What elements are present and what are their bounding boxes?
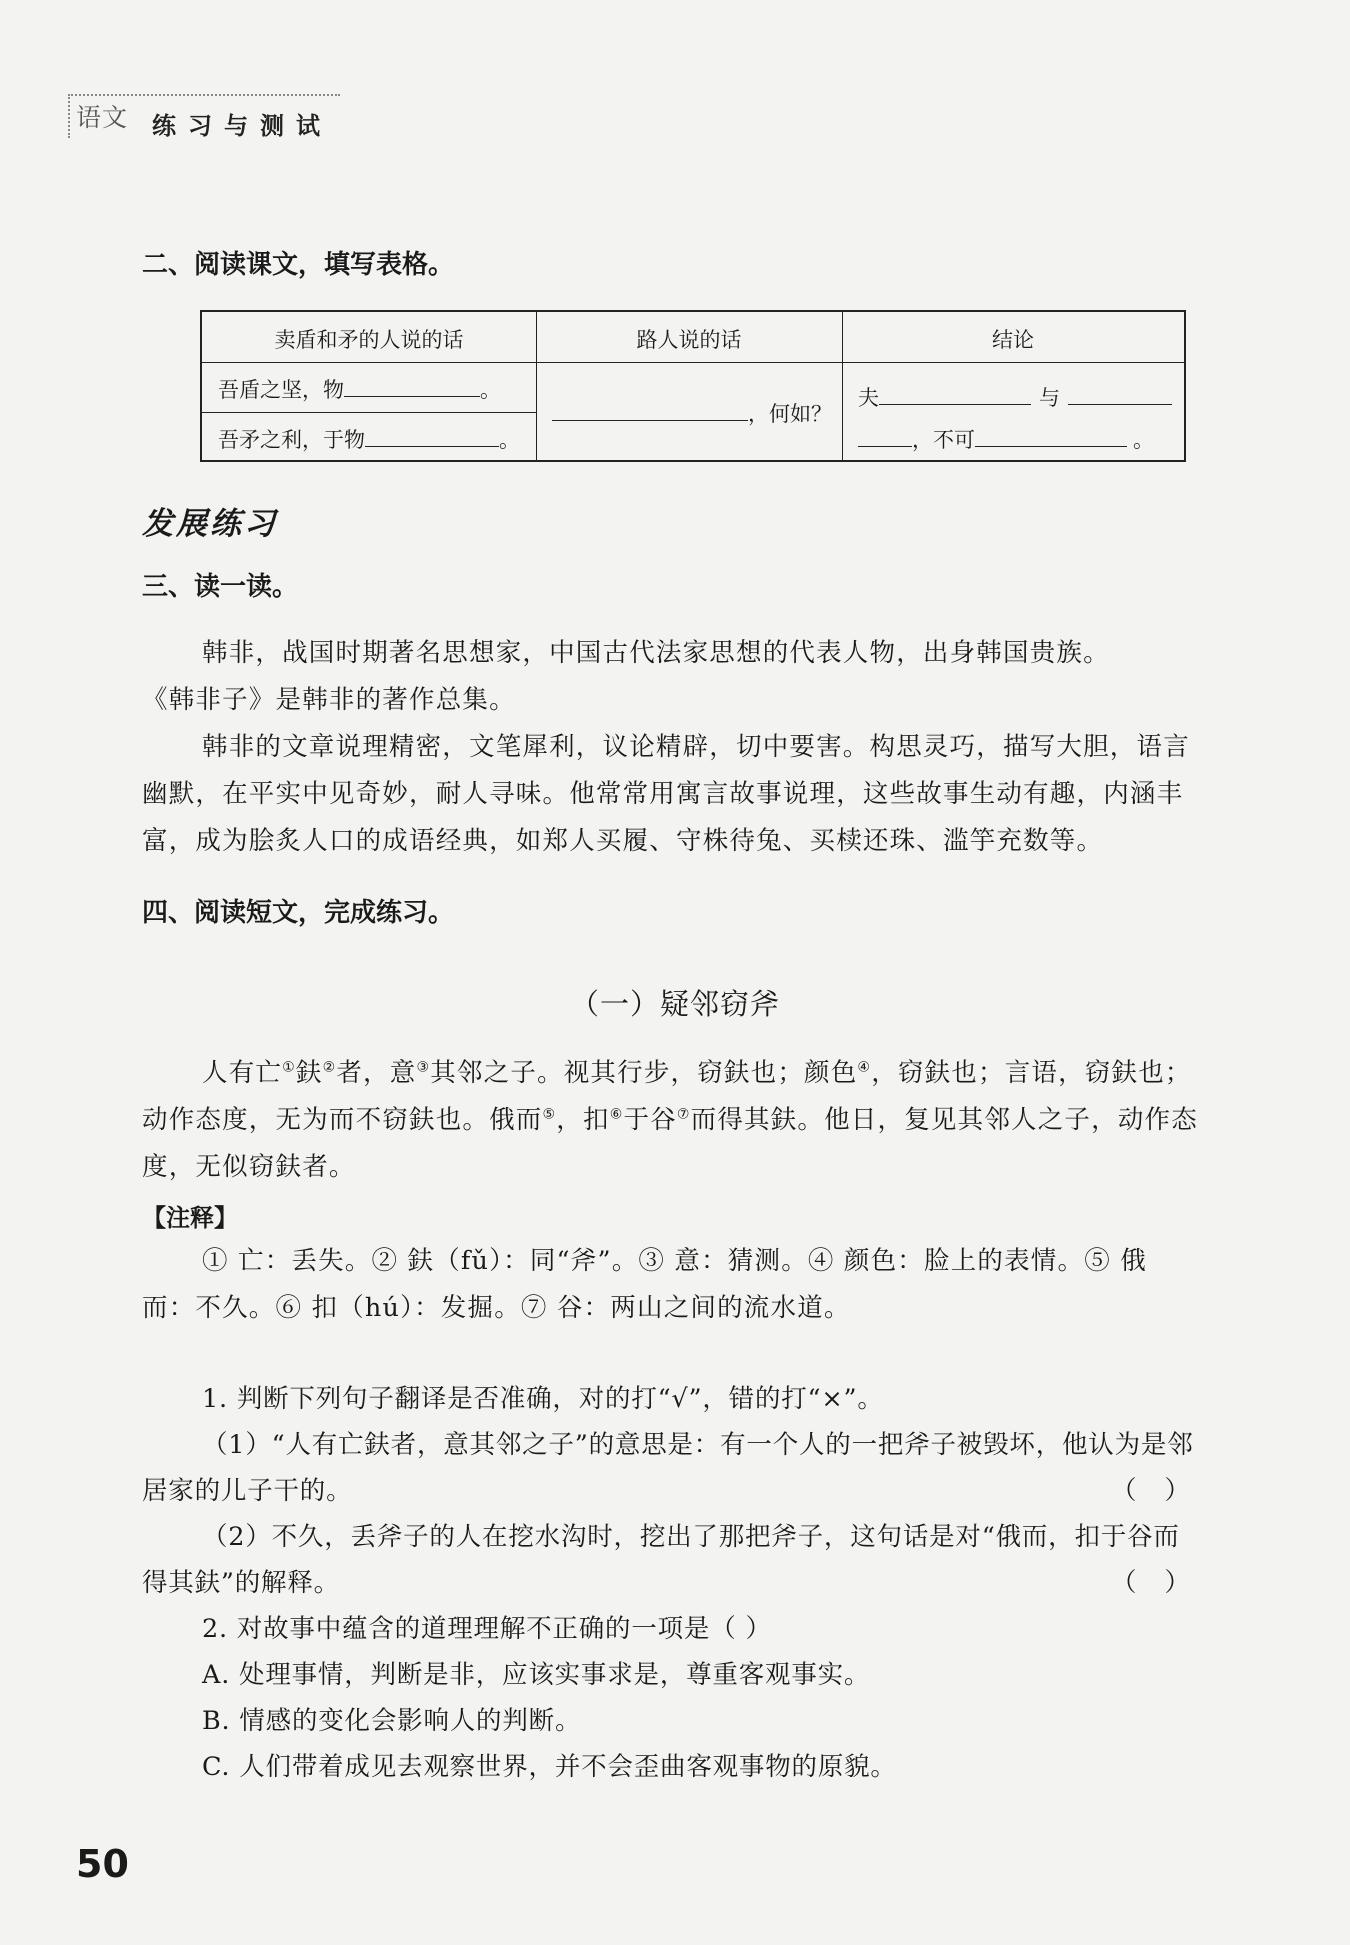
fill-table [200, 310, 1186, 462]
han-fei-intro [142, 630, 1200, 865]
intro-paragraph-2: 《韩非子》是韩非的著作总集。 [142, 685, 516, 715]
intro-paragraph-1: 韩非，战国时期著名思想家，中国古代法家思想的代表人物，出身韩国贵族。 [202, 638, 1110, 668]
spear-sentence: 吾矛之利，于物 [218, 428, 365, 452]
conclusion-line-1: 夫 与 [858, 382, 1172, 412]
option-a[interactable]: A. 处理事情，判断是非，应该实事求是，尊重客观事实。 [202, 1660, 871, 1690]
development-heading: 发展练习 [142, 506, 278, 542]
section2-heading: 二、阅读课文，填写表格。 [142, 250, 455, 280]
conclusion-blank-2[interactable] [1068, 384, 1172, 405]
section3-heading: 三、读一读。 [142, 572, 299, 602]
question-1: 1. 判断下列句子翻译是否准确，对的打“√”，错的打“×”。 [202, 1384, 884, 1414]
section4-heading: 四、阅读短文，完成练习。 [142, 898, 455, 928]
shield-sentence: 吾盾之坚，物 [218, 378, 344, 402]
table-row-spear: 吾矛之利，于物 。 [218, 428, 520, 452]
story-title: （一）疑邻窃斧 [569, 987, 780, 1021]
header-title: 练习与测试 [152, 112, 332, 140]
option-b[interactable]: B. 情感的变化会影响人的判断。 [202, 1706, 582, 1736]
conclusion-blank-4[interactable] [975, 426, 1127, 447]
answer-paren-2[interactable]: （） [1110, 1568, 1218, 1598]
question-2: 2. 对故事中蕴含的道理理解不正确的一项是（ ） [202, 1614, 772, 1644]
shield-blank[interactable] [344, 376, 480, 397]
questions [142, 1376, 1218, 1790]
passerby-suffix: ，何如？ [748, 402, 832, 426]
conclusion-blank-1[interactable] [879, 384, 1031, 405]
table-row-shield: 吾盾之坚，物 。 [218, 378, 501, 402]
story-paragraph: 人有亡①鈇②者，意③其邻之子。视其行步，窃鈇也；颜色④，窃鈇也；言语，窃鈇也；动作态度，无为而不窃鈇也。俄而⑤，扣⑥于谷⑦而得其鈇。他日，复见其邻人之子，动作态度，无似窃鈇者。 [142, 1058, 1198, 1182]
notes-text: ① 亡：丢失。② 鈇（fǔ）：同“斧”。③ 意：猜测。④ 颜色：脸上的表情。⑤ 俄而：不久。⑥ 扣（hú）：发掘。⑦ 谷：两山之间的流水道。 [142, 1246, 1147, 1323]
notes-heading: 【注释】 [142, 1203, 238, 1232]
question-1-2: （2）不久，丢斧子的人在挖水沟时，挖出了那把斧子，这句话是对“俄而，扣于谷而得其鈇”的解释。 （） [142, 1514, 1200, 1606]
passerby-cell [552, 398, 832, 428]
intro-paragraph-3: 韩非的文章说理精密，文笔犀利，议论精辟，切中要害。构思灵巧，描写大胆，语言幽默，在平实中见奇妙，耐人寻味。他常常用寓言故事说理，这些故事生动有趣，内涵丰富，成为脍炙人口的成语经典，如郑人买履、守株待兔、买椟还珠、滥竽充数等。 [142, 732, 1190, 856]
conclusion-blank-3[interactable] [858, 426, 912, 447]
story-text [142, 1050, 1200, 1191]
table-header-passerby: 路人说的话 [636, 328, 742, 352]
answer-paren-1[interactable]: （） [1110, 1476, 1218, 1506]
page-number: 50 [76, 1842, 129, 1886]
passerby-blank[interactable] [552, 400, 748, 421]
header-subject: 语文 [76, 103, 129, 132]
table-header-seller: 卖盾和矛的人说的话 [274, 328, 464, 352]
option-c[interactable]: C. 人们带着成见去观察世界，并不会歪曲客观事物的原貌。 [202, 1752, 897, 1782]
table-header-conclusion: 结论 [992, 328, 1034, 352]
spear-blank[interactable] [365, 426, 499, 447]
conclusion-line-2: ，不可 。 [858, 424, 1154, 454]
question-1-1: （1）“人有亡鈇者，意其邻之子”的意思是：有一个人的一把斧子被毁坏，他认为是邻居家的儿子干的。 （） [142, 1422, 1200, 1514]
